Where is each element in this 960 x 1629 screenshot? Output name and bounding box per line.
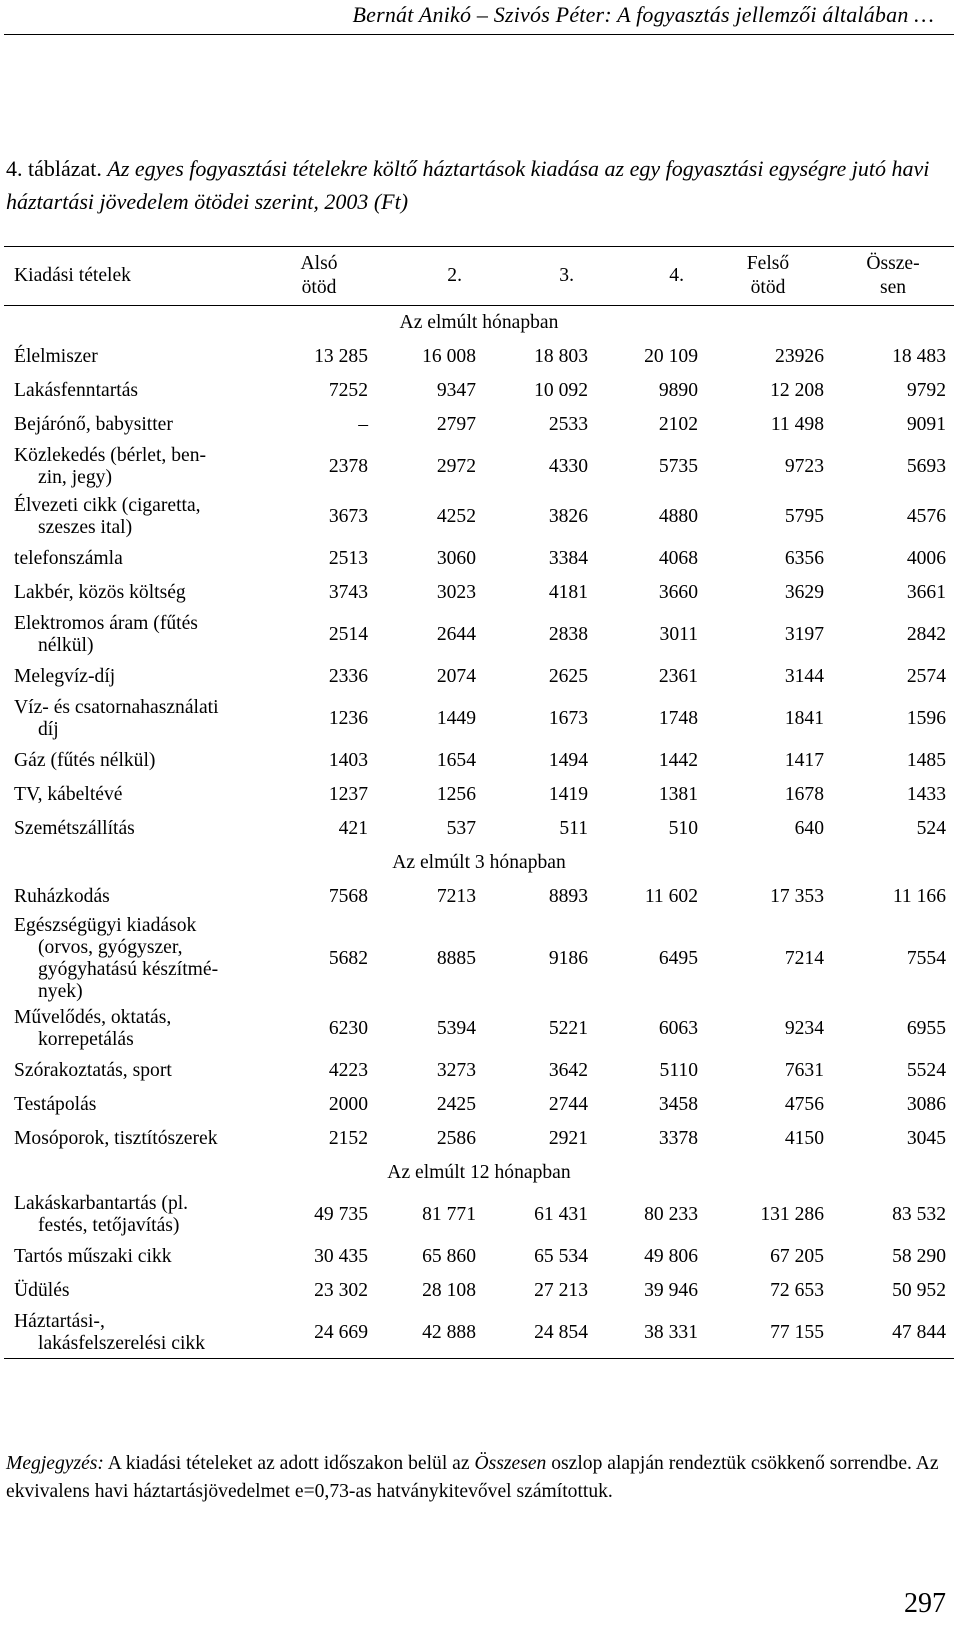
row-label [4, 1088, 274, 1122]
table-cell: 24 669 [274, 1308, 374, 1359]
table-row [4, 1004, 954, 1054]
table-cell: 28 108 [422, 1280, 476, 1301]
table-cell: 38 331 [594, 1308, 704, 1359]
table-cell: 2513 [328, 548, 368, 569]
section-title: Az elmúlt 12 hónapban [387, 1162, 571, 1183]
table-cell: 1403 [328, 750, 368, 771]
section-title: Az elmúlt hónapban [399, 312, 559, 333]
table-cell: 80 233 [644, 1204, 698, 1225]
table-row [4, 1308, 954, 1359]
note-italic-word: Összesen [474, 1453, 547, 1474]
row-label [4, 374, 274, 408]
table-cell: 13 285 [314, 346, 368, 367]
table-cell: 11 602 [644, 886, 698, 907]
row-label-line: Elektromos áram (fűtés [14, 613, 198, 634]
row-label [4, 542, 274, 576]
table-cell: 3045 [906, 1128, 946, 1149]
running-header: Bernát Anikó – Szivós Péter: A fogyasztás jellemzői általában … [352, 2, 934, 27]
table-cell: 2152 [328, 1128, 368, 1149]
table-row [4, 408, 954, 442]
row-label-line: nélkül) [38, 635, 94, 656]
table-row [4, 744, 954, 778]
table-cell: 5221 [548, 1018, 588, 1039]
table-row [4, 542, 954, 576]
table-row [4, 1190, 954, 1240]
table-cell: 11 166 [892, 886, 946, 907]
table-cell: 9347 [436, 380, 476, 401]
table-cell: 16 008 [422, 346, 476, 367]
table-cell: 7554 [906, 948, 946, 969]
table-cell: 30 435 [314, 1246, 368, 1267]
table-cell: 3144 [784, 666, 824, 687]
table-cell: 1654 [436, 750, 476, 771]
row-label-line: szeszes ital) [38, 517, 133, 538]
table-cell: 1417 [784, 750, 824, 771]
table-cell: 9792 [906, 380, 946, 401]
table-cell: 8893 [548, 886, 588, 907]
table-cell: 510 [668, 818, 698, 839]
row-label-line: Gáz (fűtés nélkül) [14, 750, 156, 771]
table-cell: 83 532 [892, 1204, 946, 1225]
table-row [4, 374, 954, 408]
table-cell: 10 092 [534, 380, 588, 401]
table-cell: 4006 [906, 548, 946, 569]
table-cell: 4756 [784, 1094, 824, 1115]
table-cell: 58 290 [892, 1246, 946, 1267]
table-cell: 1596 [906, 708, 946, 729]
table-cell: 3826 [548, 506, 588, 527]
row-label [4, 812, 274, 846]
table-cell: 3673 [328, 506, 368, 527]
row-label-line: Egészségügyi kiadások [14, 915, 197, 936]
table-cell: 47 844 [832, 1308, 954, 1359]
table-row [4, 914, 954, 1004]
expenditure-table [4, 246, 954, 1359]
table-cell: 5682 [328, 948, 368, 969]
table-cell: 3011 [659, 624, 698, 645]
table-cell: 3086 [906, 1094, 946, 1115]
column-header-items: Kiadási tételek [4, 247, 274, 306]
row-label-line: Háztartási-, [14, 1311, 105, 1332]
table-cell: 1449 [436, 708, 476, 729]
table-cell: 65 860 [422, 1246, 476, 1267]
table-cell: 4330 [548, 456, 588, 477]
table-cell: 2842 [906, 624, 946, 645]
table-cell: 4150 [784, 1128, 824, 1149]
row-label-line: Tartós műszaki cikk [14, 1246, 172, 1267]
table-row [4, 880, 954, 914]
table-cell: 2921 [548, 1128, 588, 1149]
row-label-line: díj [38, 719, 59, 740]
table-cell: 6230 [328, 1018, 368, 1039]
table-cell: 12 208 [770, 380, 824, 401]
note-label: Megjegyzés: [6, 1453, 104, 1474]
row-label [4, 610, 274, 660]
table-cell: 3384 [548, 548, 588, 569]
table-cell: 2361 [658, 666, 698, 687]
table-cell: 67 205 [770, 1246, 824, 1267]
row-label [4, 660, 274, 694]
table-cell: 2574 [906, 666, 946, 687]
note-text-after: oszlop alapján rendeztük csökkenő sorrendbe. Az ekvivalens havi háztartásjövedelmet e=0,73-as hatványkitevővel számítottuk. [6, 1453, 939, 1502]
table-row [4, 812, 954, 846]
row-label-line: Bejárónő, babysitter [14, 414, 173, 435]
table-cell: 3660 [658, 582, 698, 603]
table-row [4, 610, 954, 660]
table-cell: 50 952 [892, 1280, 946, 1301]
table-cell: 2972 [436, 456, 476, 477]
table-cell: 511 [559, 818, 588, 839]
section-header-row [4, 306, 954, 341]
row-label [4, 408, 274, 442]
table-cell: 2797 [436, 414, 476, 435]
row-label-line: telefonszámla [14, 548, 123, 569]
table-cell: 5110 [659, 1060, 698, 1081]
table-cell: 3661 [906, 582, 946, 603]
table-row [4, 442, 954, 492]
table-cell: 1237 [328, 784, 368, 805]
table-cell: 20 109 [644, 346, 698, 367]
table-cell: 524 [916, 818, 946, 839]
row-label-line: (orvos, gyógyszer, [38, 937, 183, 958]
table-cell: 18 483 [892, 346, 946, 367]
table-cell: 2533 [548, 414, 588, 435]
table-cell: 5394 [436, 1018, 476, 1039]
row-label-line: Melegvíz-díj [14, 666, 116, 687]
table-cell: 3458 [658, 1094, 698, 1115]
header-row [4, 247, 954, 306]
table-cell: 2514 [328, 624, 368, 645]
table-cell: 6955 [906, 1018, 946, 1039]
row-label-line: Szórakoztatás, sport [14, 1060, 172, 1081]
table-cell: 4181 [548, 582, 588, 603]
section-header-row [4, 1156, 954, 1190]
row-label-line: zin, jegy) [38, 467, 112, 488]
table-cell: 3273 [436, 1060, 476, 1081]
table-cell: 27 213 [534, 1280, 588, 1301]
column-header-total: Össze- sen [832, 247, 954, 306]
table-caption [6, 152, 951, 218]
row-label-line: TV, kábeltévé [14, 784, 123, 805]
row-label-line: Lakásfenntartás [14, 380, 139, 401]
table-row [4, 1240, 954, 1274]
row-label [4, 1122, 274, 1156]
row-label-line: Lakbér, közös költség [14, 582, 186, 603]
row-label [4, 778, 274, 812]
table-cell: 9186 [548, 948, 588, 969]
table-row [4, 694, 954, 744]
column-header-lowest-quintile: Alsó ötöd [274, 247, 374, 306]
row-label-line: Mosóporok, tisztítószerek [14, 1128, 218, 1149]
table-cell: 8885 [436, 948, 476, 969]
table-cell: 1673 [548, 708, 588, 729]
row-label-line: Ruházkodás [14, 886, 110, 907]
table-cell: 421 [338, 818, 368, 839]
table-cell: 7631 [784, 1060, 824, 1081]
table-cell: 3743 [328, 582, 368, 603]
table-cell: 2425 [436, 1094, 476, 1115]
row-label-line: lakásfelszerelési cikk [38, 1333, 206, 1354]
table-cell: 5693 [906, 456, 946, 477]
column-header-quintile-4: 4. [594, 247, 704, 306]
table-cell: 1748 [658, 708, 698, 729]
table-cell: 5735 [658, 456, 698, 477]
table-cell: 6063 [658, 1018, 698, 1039]
table-cell: 1485 [906, 750, 946, 771]
row-label-line: Élvezeti cikk (cigaretta, [14, 495, 201, 516]
row-label-line: Testápolás [14, 1094, 97, 1115]
table-cell: 7252 [328, 380, 368, 401]
table-cell: 2744 [548, 1094, 588, 1115]
page-number: 297 [904, 1588, 946, 1619]
table-row [4, 340, 954, 374]
table-cell: 3197 [784, 624, 824, 645]
table-cell: 3378 [658, 1128, 698, 1149]
table-cell: 7568 [328, 886, 368, 907]
table-cell: 77 155 [704, 1308, 832, 1359]
table-cell: 9890 [658, 380, 698, 401]
table-cell: 131 286 [760, 1204, 824, 1225]
table-cell: 39 946 [644, 1280, 698, 1301]
header-rule [4, 34, 954, 35]
table-cell: 2378 [328, 456, 368, 477]
row-label [4, 744, 274, 778]
table-cell: 49 735 [314, 1204, 368, 1225]
table-cell: 2336 [328, 666, 368, 687]
table-cell: 1433 [906, 784, 946, 805]
section-title: Az elmúlt 3 hónapban [392, 852, 566, 873]
table-cell: 61 431 [534, 1204, 588, 1225]
table-cell: 5795 [784, 506, 824, 527]
table-number: 4. táblázat. [6, 156, 102, 181]
row-label-line: Lakáskarbantartás (pl. [14, 1193, 189, 1214]
table-cell: 23 302 [314, 1280, 368, 1301]
table-cell: 2586 [436, 1128, 476, 1149]
table-cell: 5524 [906, 1060, 946, 1081]
row-label [4, 442, 274, 492]
table-cell: 18 803 [534, 346, 588, 367]
row-label-line: Közlekedés (bérlet, ben- [14, 445, 207, 466]
table-cell: 2074 [436, 666, 476, 687]
table-note [6, 1450, 956, 1506]
table-cell: 1381 [658, 784, 698, 805]
table-row [4, 660, 954, 694]
table-row [4, 576, 954, 610]
row-label [4, 576, 274, 610]
row-label [4, 914, 274, 1004]
row-label-line: gyógyhatású készítmé- [38, 959, 219, 980]
table-body [4, 306, 954, 1359]
table-cell: 7213 [436, 886, 476, 907]
column-header-quintile-2: 2. [374, 247, 484, 306]
row-label [4, 492, 274, 542]
row-label [4, 1240, 274, 1274]
table-cell: 17 353 [770, 886, 824, 907]
table-cell: 9234 [784, 1018, 824, 1039]
table-row [4, 1122, 954, 1156]
table-cell: 1442 [658, 750, 698, 771]
table-cell: 2644 [436, 624, 476, 645]
table-cell: – [358, 414, 368, 435]
row-label [4, 1190, 274, 1240]
table-row [4, 1274, 954, 1308]
table-cell: 537 [446, 818, 476, 839]
table-cell: 24 854 [484, 1308, 594, 1359]
table-cell: 4252 [436, 506, 476, 527]
row-label [4, 1308, 274, 1359]
table-cell: 81 771 [422, 1204, 476, 1225]
table-cell: 1678 [784, 784, 824, 805]
row-label-line: Élelmiszer [14, 346, 98, 367]
table-cell: 6356 [784, 548, 824, 569]
table-cell: 9091 [906, 414, 946, 435]
table-cell: 1236 [328, 708, 368, 729]
table-cell: 1256 [436, 784, 476, 805]
table-title: Az egyes fogyasztási tételekre költő háztartások kiadása az egy fogyasztási egységre jutó havi háztartási jövedelem ötödei szerint, 2003 (Ft) [6, 156, 930, 214]
table-cell: 6495 [658, 948, 698, 969]
table-cell: 3023 [436, 582, 476, 603]
row-label-line: nyek) [38, 981, 83, 1002]
row-label-line: Víz- és csatornahasználati [14, 697, 219, 718]
table-cell: 2102 [658, 414, 698, 435]
table-cell: 3629 [784, 582, 824, 603]
table-cell: 42 888 [374, 1308, 484, 1359]
row-label [4, 880, 274, 914]
table-cell: 2625 [548, 666, 588, 687]
column-header-quintile-3: 3. [484, 247, 594, 306]
row-label-line: Szemétszállítás [14, 818, 135, 839]
row-label [4, 1054, 274, 1088]
row-label-line: korrepetálás [38, 1029, 134, 1050]
row-label-line: festés, tetőjavítás) [38, 1215, 180, 1236]
table-row [4, 778, 954, 812]
table-cell: 4576 [906, 506, 946, 527]
table-cell: 4223 [328, 1060, 368, 1081]
note-text-before: A kiadási tételeket az adott időszakon belül az [107, 1453, 470, 1474]
row-label [4, 340, 274, 374]
table-cell: 3060 [436, 548, 476, 569]
row-label [4, 1274, 274, 1308]
table-row [4, 1088, 954, 1122]
table-cell: 640 [794, 818, 824, 839]
table-cell: 11 498 [770, 414, 824, 435]
table-cell: 4068 [658, 548, 698, 569]
table-cell: 3642 [548, 1060, 588, 1081]
row-label-line: Üdülés [14, 1280, 70, 1301]
row-label [4, 1004, 274, 1054]
table-row [4, 492, 954, 542]
table-cell: 23926 [775, 346, 824, 367]
table-cell: 2000 [328, 1094, 368, 1115]
row-label-line: Művelődés, oktatás, [14, 1007, 172, 1028]
table-cell: 1841 [784, 708, 824, 729]
table-cell: 7214 [784, 948, 824, 969]
table-cell: 4880 [658, 506, 698, 527]
table-cell: 72 653 [770, 1280, 824, 1301]
table-cell: 9723 [784, 456, 824, 477]
table-cell: 1494 [548, 750, 588, 771]
section-header-row [4, 846, 954, 880]
table-row [4, 1054, 954, 1088]
table-cell: 1419 [548, 784, 588, 805]
column-header-top-quintile: Felső ötöd [704, 247, 832, 306]
row-label [4, 694, 274, 744]
table-cell: 2838 [548, 624, 588, 645]
table-cell: 49 806 [644, 1246, 698, 1267]
table-cell: 65 534 [534, 1246, 588, 1267]
